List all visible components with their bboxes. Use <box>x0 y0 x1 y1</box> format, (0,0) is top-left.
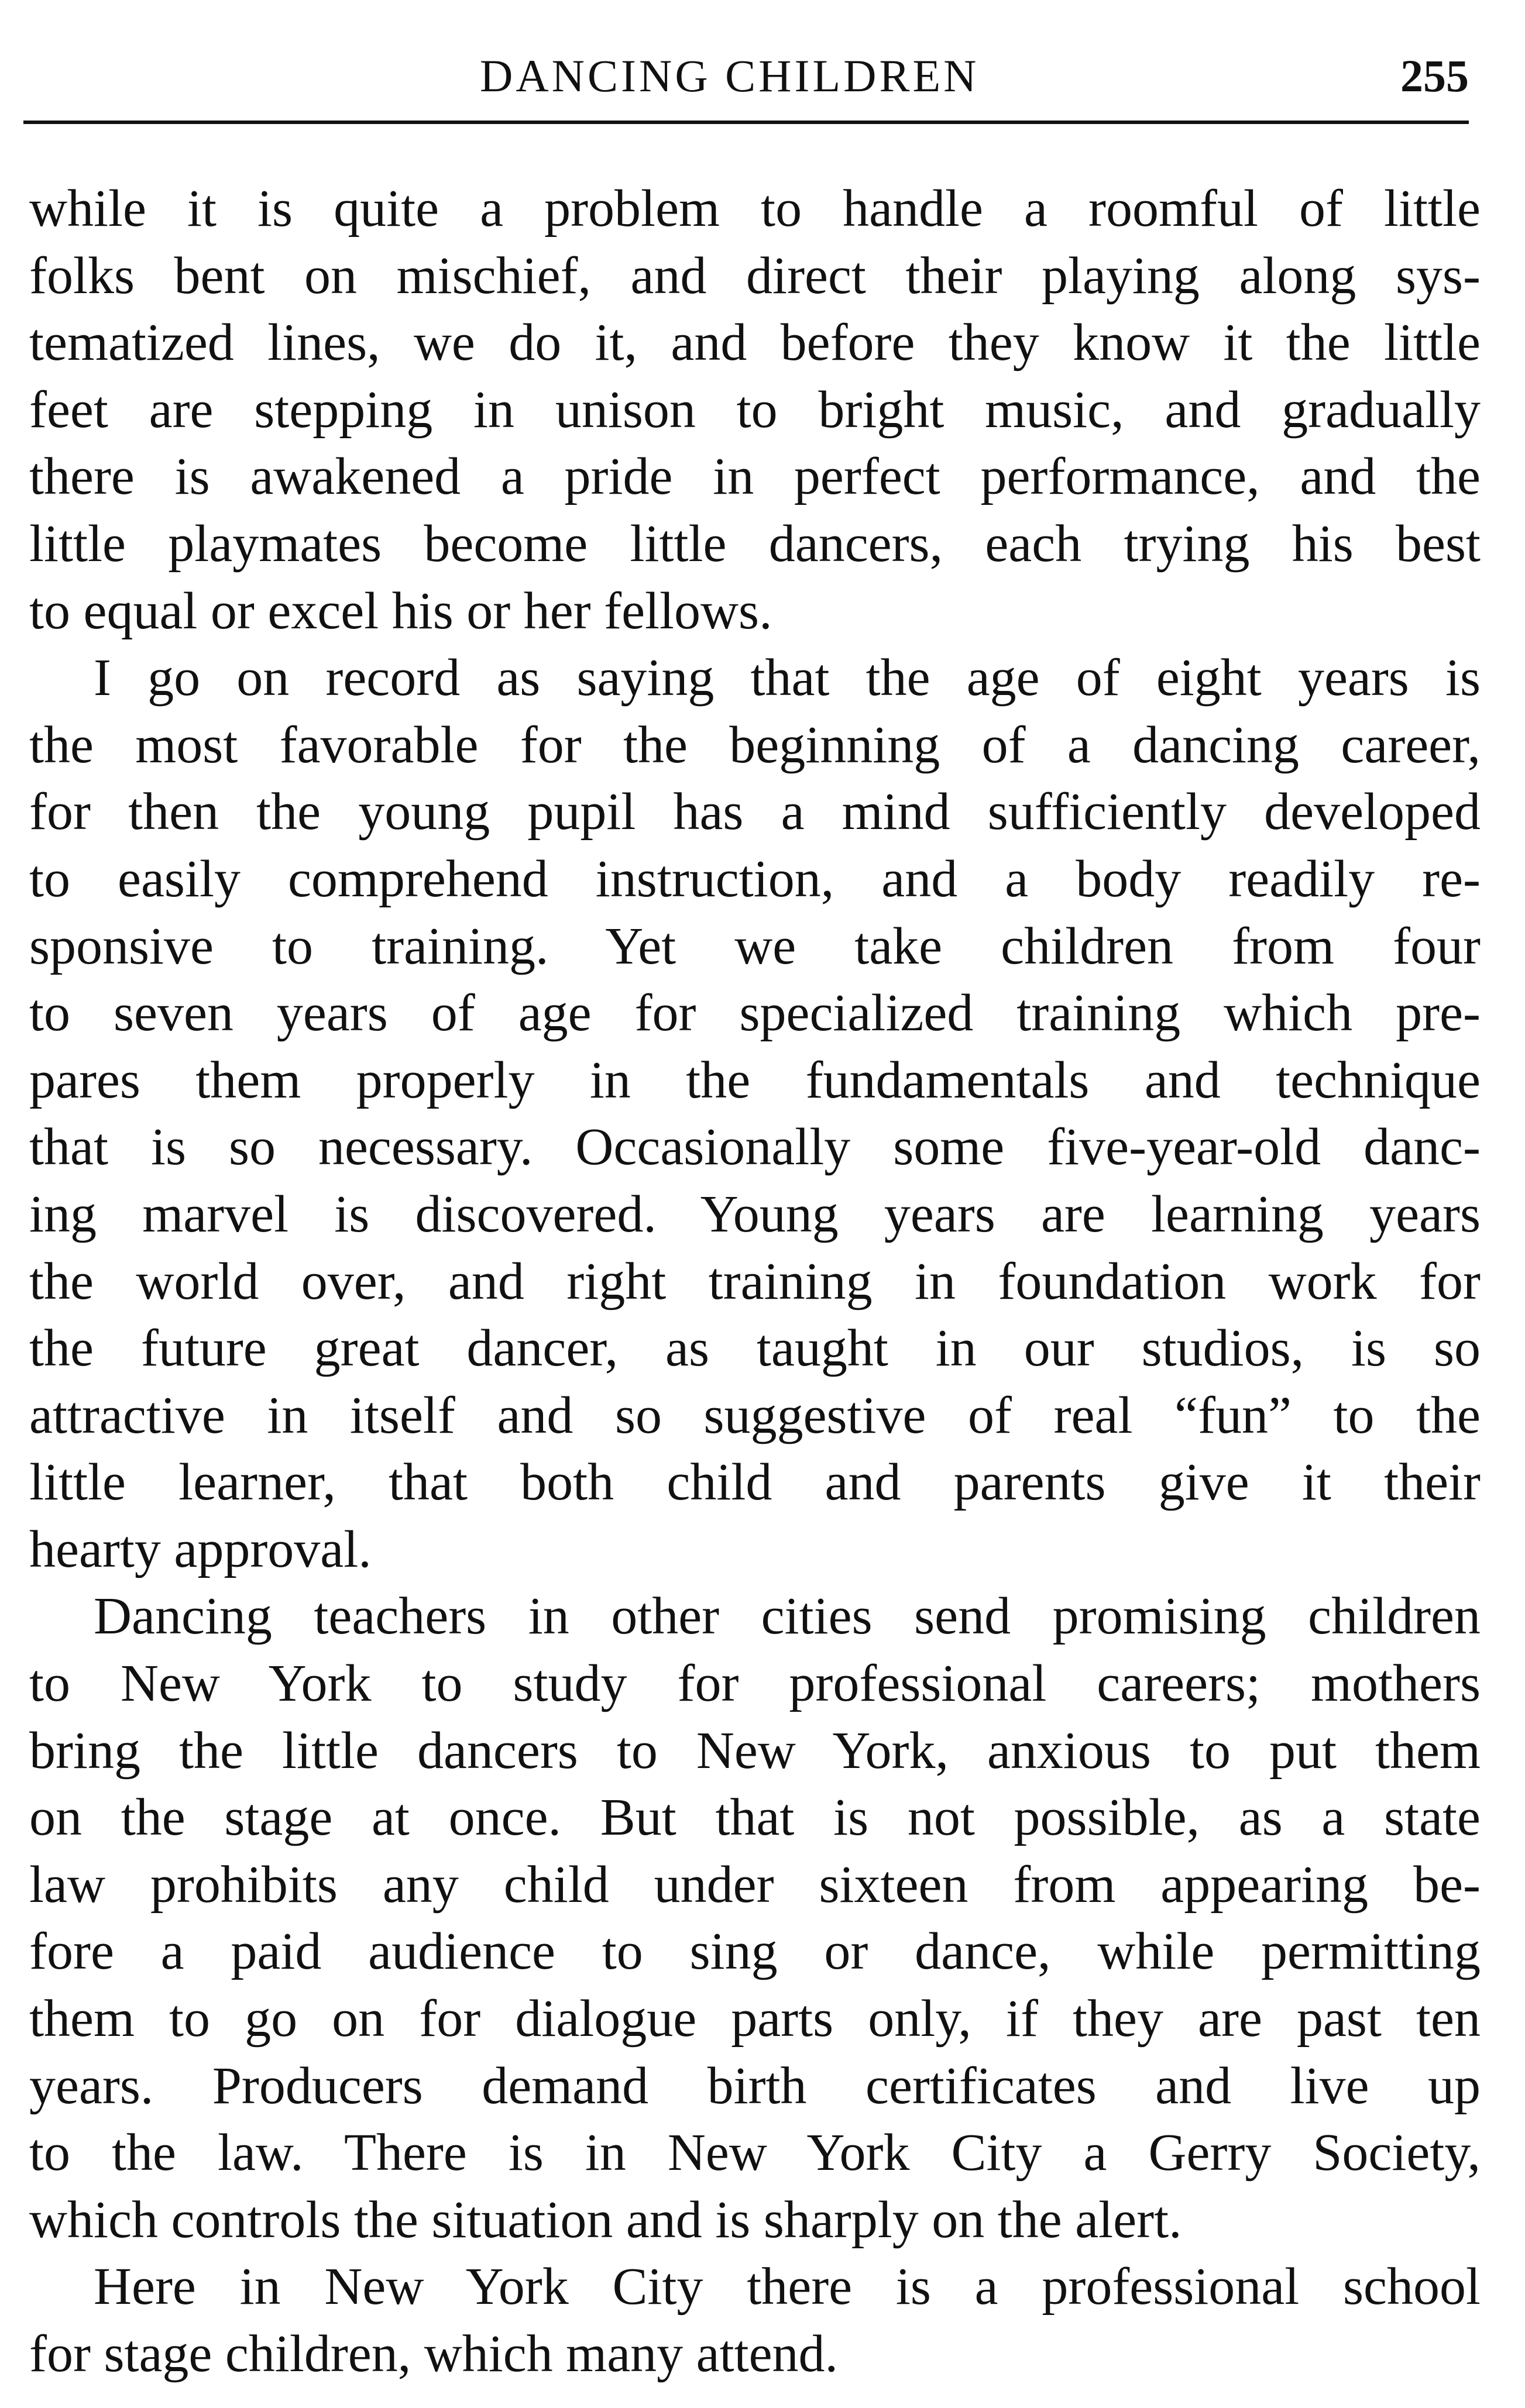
text-line: feet are stepping in unison to bright music, and gradually <box>29 380 1481 439</box>
paragraph-2 <box>29 645 1481 1583</box>
text-line: Here in New York City there is a professional school <box>94 2258 1481 2316</box>
text-line: to the law. There is in New York City a Gerry Society, <box>29 2124 1481 2182</box>
paragraph-4 <box>29 2254 1481 2388</box>
text-line: fore a paid audience to sing or dance, while permitting <box>29 1922 1481 1981</box>
header-rule <box>23 121 1469 124</box>
paragraph-1 <box>29 176 1481 645</box>
text-line: years. Producers demand birth certificates and live up <box>29 2056 1481 2115</box>
text-line: them to go on for dialogue parts only, if they are past ten <box>29 1990 1481 2048</box>
text-line: to easily comprehend instruction, and a body readily re- <box>29 849 1481 908</box>
text-line: to New York to study for professional careers; mothers <box>29 1654 1481 1713</box>
text-line: which controls the situation and is sharply on the alert. <box>29 2190 1182 2249</box>
text-line: there is awakened a pride in perfect performance, and the <box>29 448 1481 506</box>
paragraph-3 <box>29 1583 1481 2254</box>
text-line: law prohibits any child under sixteen from appearing be- <box>29 1855 1481 1914</box>
text-line: ing marvel is discovered. Young years are learning years <box>29 1185 1481 1243</box>
text-line: little learner, that both child and parents give it their <box>29 1453 1481 1512</box>
text-line: to seven years of age for specialized training which pre- <box>29 984 1481 1043</box>
body-text <box>29 176 1481 2388</box>
text-line: attractive in itself and so suggestive of real “fun” to the <box>29 1386 1481 1444</box>
text-line: folks bent on mischief, and direct their playing along sys- <box>29 246 1481 305</box>
text-line: the future great dancer, as taught in our studios, is so <box>29 1319 1481 1378</box>
page-number: 255 <box>1400 50 1469 101</box>
text-line: pares them properly in the fundamentals and technique <box>29 1051 1481 1109</box>
running-head <box>23 41 1469 111</box>
text-line: bring the little dancers to New York, anxious to put them <box>29 1721 1481 1780</box>
text-line: hearty approval. <box>29 1520 372 1578</box>
text-line: while it is quite a problem to handle a roomful of little <box>29 180 1481 238</box>
running-title: DANCING CHILDREN <box>480 50 980 101</box>
text-line: the world over, and right training in foundation work for <box>29 1252 1481 1310</box>
text-line: sponsive to training. Yet we take children from four <box>29 917 1481 975</box>
text-line: to equal or excel his or her fellows. <box>29 582 772 640</box>
text-line: Dancing teachers in other cities send promising children <box>94 1587 1481 1646</box>
text-line: that is so necessary. Occasionally some five-year-old danc- <box>29 1118 1481 1177</box>
text-line: tematized lines, we do it, and before they know it the little <box>29 314 1481 372</box>
text-line: the most favorable for the beginning of a dancing career, <box>29 715 1481 774</box>
text-line: for then the young pupil has a mind sufficiently developed <box>29 783 1481 841</box>
text-line: I go on record as saying that the age of eight years is <box>94 649 1481 707</box>
text-line: for stage children, which many attend. <box>29 2325 839 2383</box>
text-line: little playmates become little dancers, each trying his best <box>29 514 1481 573</box>
text-line: on the stage at once. But that is not possible, as a state <box>29 1788 1481 1847</box>
